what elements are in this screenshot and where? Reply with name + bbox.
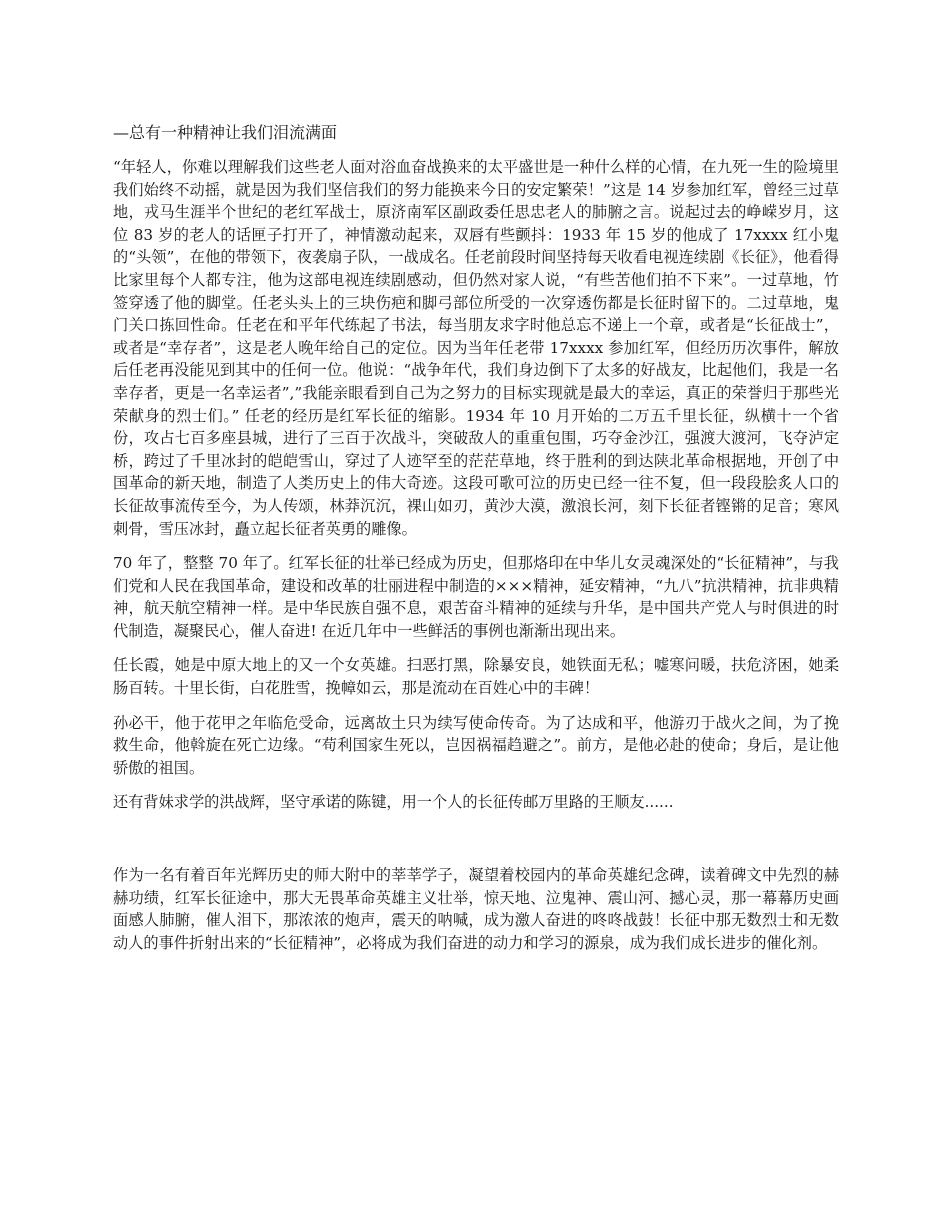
paragraph-long-march-spirit: 70 年了，整整 70 年了。红军长征的壮举已经成为历史，但那烙印在中华儿女灵魂深处的“长征精神”，与我们党和人民在我国革命，建设和改革的壮丽进程中制造的×××精神，延安精神，“九八”抗洪精神，抗非典精神，航天航空精神一样。是中华民族自强不息，艰苦奋斗精神的延续与升华，是中国共产党人与时俱进的时代制造，凝聚民心，催人奋进! 在近几年中一些鲜活的事例也渐渐出现出来。 bbox=[113, 554, 839, 640]
paragraph-veteran-story: “年轻人，你难以理解我们这些老人面对浴血奋战换来的太平盛世是一种什么样的心情，在九死一生的险境里我们始终不动摇，就是因为我们坚信我们的努力能换来今日的安定繁荣！”这是 14 岁参加红军，曾经三过草地，戎马生涯半个世纪的老红军战士，原济南军区副政委任思忠老人的肺腑之言。说起过去的峥嵘岁月，这位 83 岁的老人的话匣子打开了，神情激动起来，双唇有些颤抖：1933 年 15 岁的他成了 17xxxx 红小鬼的“头领”，在他的带领下，夜袭扇子队，一战成名。任老前段时间坚持每天收看电视连续剧《长征》，他看得比家里每个人都专注，他为这部电视连续剧感动，但仍然对家人说，“有些苦他们拍不下来”。一过草地，竹签穿透了他的脚堂。任老头头上的三块伤疤和脚弓部位所受的一次穿透伤都是长征时留下的。二过草地，鬼门关口拣回性命。任老在和平年代练起了书法，每当朋友求字时他总忘不递上一个章，或者是“长征战士”，或者是“幸存者”，这是老人晚年给自己的定位。因为当年任老带 17xxxx 参加红军，但经历历次事件，解放后任老再没能见到其中的任何一位。他说：“战争年代，我们身边倒下了太多的好战友，比起他们，我是一名幸存者，更是一名幸运者”,”我能亲眼看到自己为之努力的目标实现就是最大的幸运，真正的荣誉归于那些光荣献身的烈士们。” 任老的经历是红军长征的缩影。1934 年 10 月开始的二万五千里长征，纵横十一个省份，攻占七百多座县城，进行了三百于次战斗，突破敌人的重重包围，巧夺金沙江，强渡大渡河，飞夺泸定桥，跨过了千里冰封的皑皑雪山，穿过了人迹罕至的茫茫草地，终于胜利的到达陕北革命根据地，开创了中国革命的新天地，制造了人类历史上的伟大奇迹。这段可歌可泣的历史已经一往不复，但一段段脍炙人口的长征故事流传至今，为人传颂，林莽沉沉，裸山如刃，黄沙大漠，激浪长河，刻下长征者铿锵的足音；寒风刺骨，雪压冰封，矗立起长征者英勇的雕像。 bbox=[113, 158, 839, 538]
document-page bbox=[113, 122, 839, 966]
paragraph-other-heroes: 还有背妹求学的洪战辉，坚守承诺的陈键，用一个人的长征传邮万里路的王顺友...... bbox=[113, 793, 674, 812]
paragraph-ren-changxia: 任长霞，她是中原大地上的又一个女英雄。扫恶打黑，除暴安良，她铁面无私；嘘寒问暖，扶危济困，她柔肠百转。十里长街，白花胜雪，挽幛如云，那是流动在百姓心中的丰碑！ bbox=[113, 656, 839, 698]
paragraph-gap bbox=[113, 826, 839, 864]
paragraph-sun-bigan: 孙必干，他于花甲之年临危受命，远离故土只为续写使命传奇。为了达成和平，他游刃于战火之间，为了挽救生命，他斡旋在死亡边缘。“苟利国家生死以，岂因祸福趋避之”。前方，是他必赴的使命；身后，是让他骄傲的祖国。 bbox=[113, 713, 839, 777]
paragraph-conclusion: 作为一名有着百年光辉历史的师大附中的莘莘学子，凝望着校园内的革命英雄纪念碑，读着碑文中先烈的赫赫功绩，红军长征途中，那大无畏革命英雄主义壮举，惊天地、泣鬼神、震山河、撼心灵，那一幕幕历史画面感人肺腑，催人泪下，那浓浓的炮声，震天的呐喊，成为激人奋进的咚咚战鼓！长征中那无数烈士和无数动人的事件折射出来的“长征精神”，必将成为我们奋进的动力和学习的源泉，成为我们成长进步的催化剂。 bbox=[113, 866, 839, 952]
document-title: —总有一种精神让我们泪流满面 bbox=[113, 123, 338, 142]
